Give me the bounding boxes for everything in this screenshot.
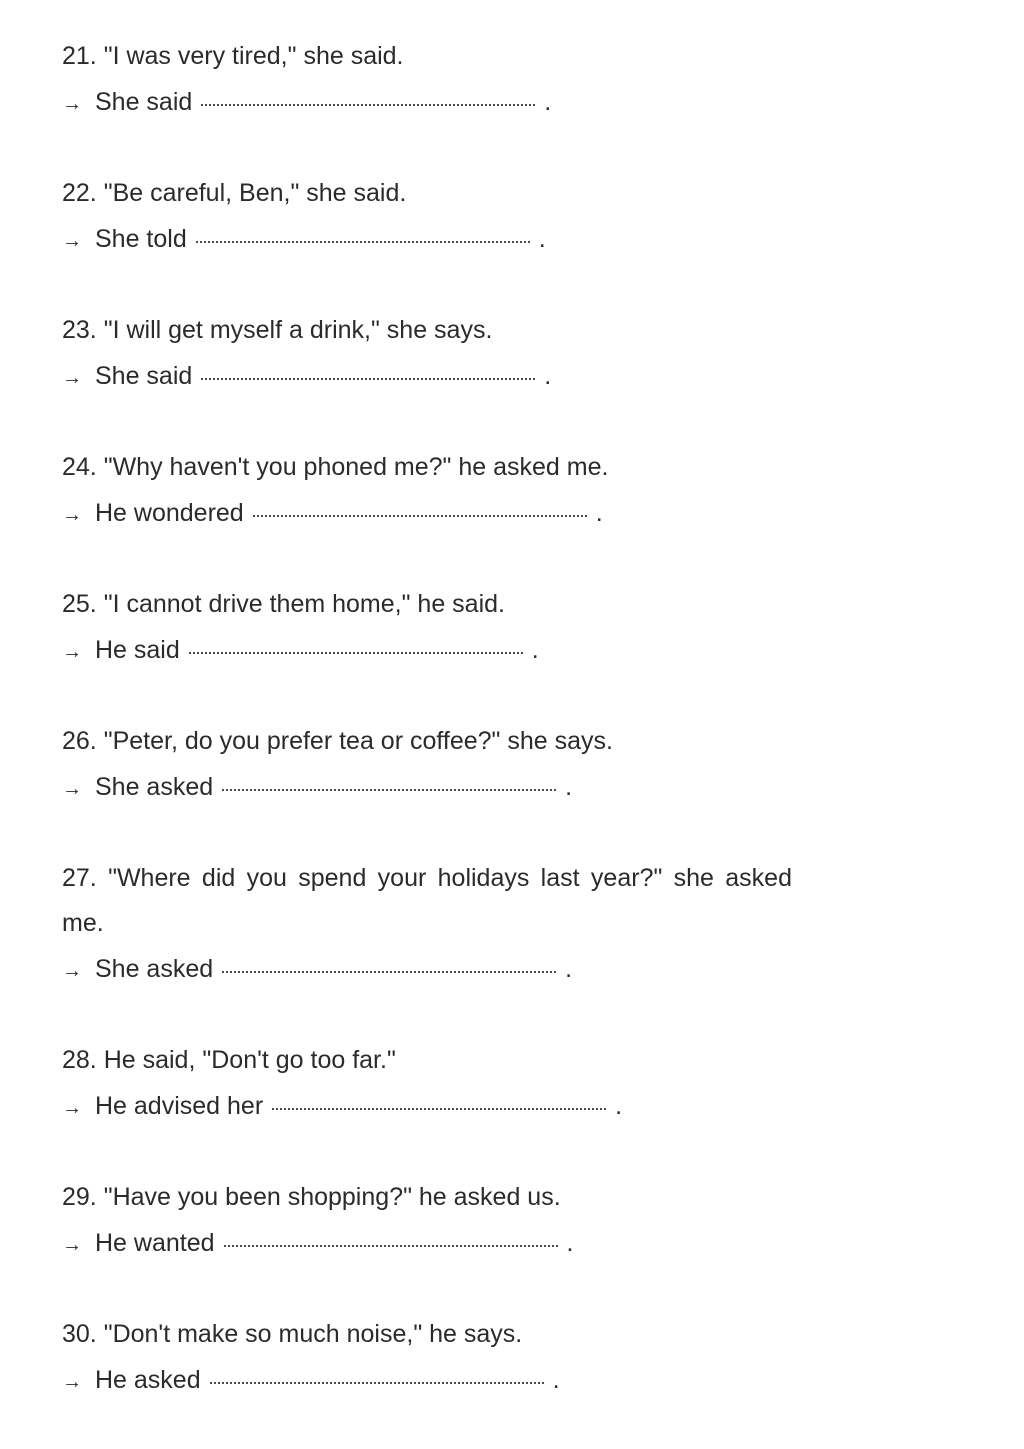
- question-prompt: 28. He said, "Don't go too far.": [62, 1046, 396, 1074]
- answer-stem: He wondered: [95, 499, 244, 527]
- answer-line: [62, 1083, 822, 1129]
- exercise-item-27: [62, 856, 822, 992]
- question-prompt: 25. "I cannot drive them home," he said.: [62, 590, 505, 618]
- question-prompt: 30. "Don't make so much noise," he says.: [62, 1320, 523, 1348]
- exercise-item-26: [62, 719, 822, 810]
- answer-blank[interactable]: [224, 1244, 558, 1247]
- question-prompt: 29. "Have you been shopping?" he asked us.: [62, 1183, 561, 1211]
- answer-blank[interactable]: [222, 788, 556, 791]
- answer-period: .: [544, 362, 552, 390]
- answer-stem: She told: [95, 225, 187, 253]
- answer-line: [62, 627, 822, 673]
- answer-period: .: [565, 773, 573, 801]
- arrow-icon: →: [62, 504, 82, 526]
- question-prompt: 27. "Where did you spend your holidays last year?" she asked me.: [62, 864, 792, 937]
- answer-stem: She said: [95, 362, 193, 390]
- answer-blank[interactable]: [189, 651, 523, 654]
- arrow-icon: →: [62, 1371, 82, 1393]
- exercise-item-23: [62, 308, 822, 399]
- answer-period: .: [531, 636, 539, 664]
- answer-line: [62, 353, 822, 399]
- answer-blank[interactable]: [272, 1107, 606, 1110]
- arrow-icon: →: [62, 778, 82, 800]
- answer-line: [62, 946, 822, 992]
- answer-stem: She asked: [95, 773, 214, 801]
- answer-period: .: [544, 88, 552, 116]
- arrow-icon: →: [62, 960, 82, 982]
- answer-blank[interactable]: [253, 514, 587, 517]
- answer-stem: He wanted: [95, 1229, 215, 1257]
- answer-period: .: [552, 1366, 560, 1394]
- question-prompt: 23. "I will get myself a drink," she says.: [62, 316, 493, 344]
- answer-period: .: [566, 1229, 574, 1257]
- arrow-icon: →: [62, 641, 82, 663]
- exercise-item-28: [62, 1038, 822, 1129]
- exercise-item-21: [62, 34, 822, 125]
- answer-blank[interactable]: [210, 1381, 544, 1384]
- question-prompt: 22. "Be careful, Ben," she said.: [62, 179, 407, 207]
- arrow-icon: →: [62, 93, 82, 115]
- answer-period: .: [565, 955, 573, 983]
- answer-stem: He advised her: [95, 1092, 264, 1120]
- exercise-item-30: [62, 1312, 822, 1403]
- answer-blank[interactable]: [222, 970, 556, 973]
- answer-line: [62, 216, 822, 262]
- answer-stem: She said: [95, 88, 193, 116]
- answer-period: .: [538, 225, 546, 253]
- question-prompt: 24. "Why haven't you phoned me?" he asked me.: [62, 453, 609, 481]
- answer-period: .: [615, 1092, 623, 1120]
- answer-stem: She asked: [95, 955, 214, 983]
- answer-line: [62, 79, 822, 125]
- answer-stem: He said: [95, 636, 180, 664]
- arrow-icon: →: [62, 230, 82, 252]
- question-prompt: 26. "Peter, do you prefer tea or coffee?" she says.: [62, 727, 613, 755]
- answer-stem: He asked: [95, 1366, 201, 1394]
- answer-line: [62, 764, 822, 810]
- answer-line: [62, 1220, 822, 1266]
- exercise-item-24: [62, 445, 822, 536]
- exercise-item-25: [62, 582, 822, 673]
- answer-period: .: [595, 499, 603, 527]
- question-prompt: 21. "I was very tired," she said.: [62, 42, 404, 70]
- exercise-item-22: [62, 171, 822, 262]
- answer-line: [62, 490, 822, 536]
- answer-line: [62, 1357, 822, 1403]
- arrow-icon: →: [62, 1097, 82, 1119]
- exercise-item-29: [62, 1175, 822, 1266]
- arrow-icon: →: [62, 367, 82, 389]
- worksheet: [62, 34, 822, 1449]
- answer-blank[interactable]: [196, 240, 530, 243]
- answer-blank[interactable]: [201, 377, 535, 380]
- answer-blank[interactable]: [201, 103, 535, 106]
- arrow-icon: →: [62, 1234, 82, 1256]
